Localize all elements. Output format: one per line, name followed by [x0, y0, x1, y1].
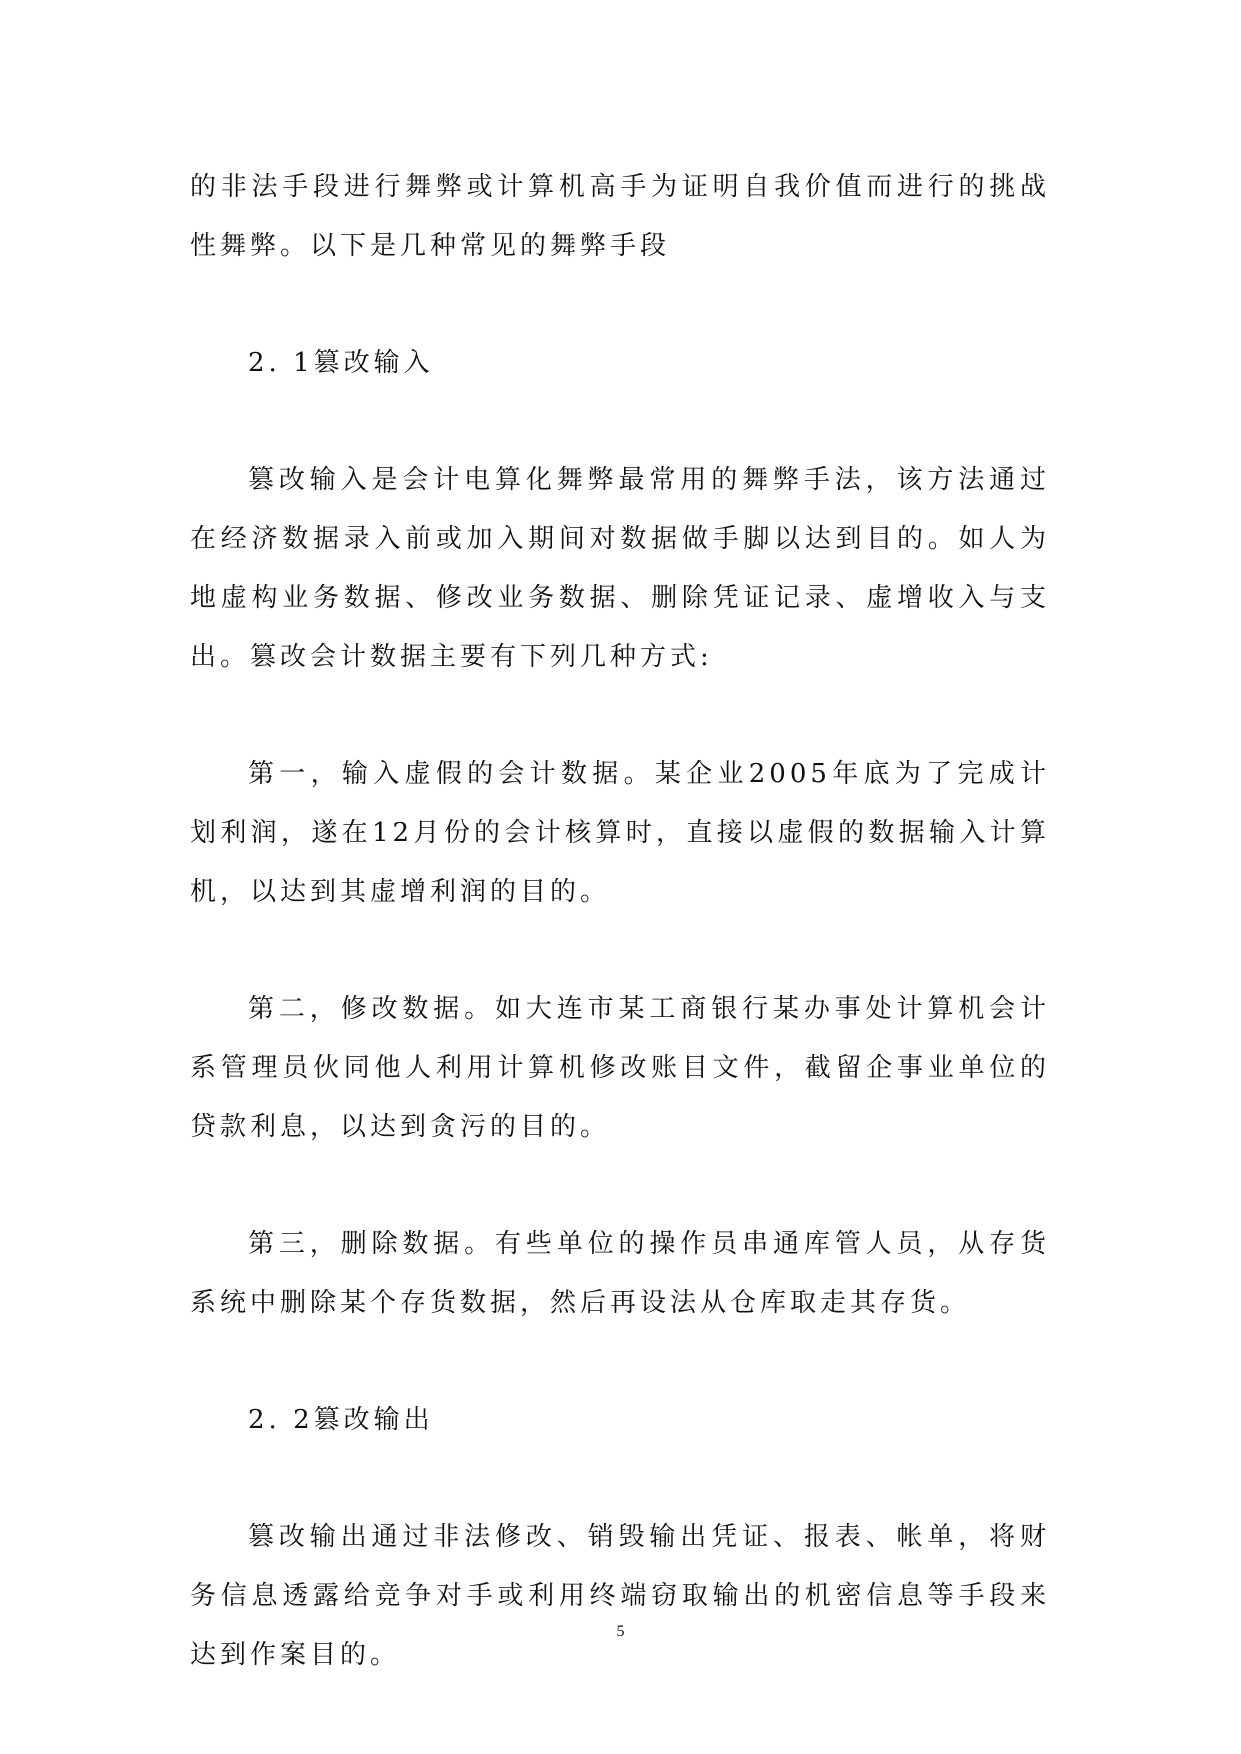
page-number: 5: [616, 1623, 625, 1640]
paragraph-tamper-output: 篡改输出通过非法修改、销毁输出凭证、报表、帐单，将财务信息透露给竞争对手或利用终端窃取输出的机密信息等手段来达到作案目的。: [190, 1522, 1050, 1670]
paragraph-first-method: 第一，输入虚假的会计数据。某企业2005年底为了完成计划利润，遂在12月份的会计核算时，直接以虚假的数据输入计算机，以达到其虚增利润的目的。: [190, 759, 1050, 907]
section-heading-2-1: 2. 1篡改输入: [248, 348, 434, 378]
document-body: [190, 158, 1050, 1685]
paragraph-continuation: 的非法手段进行舞弊或计算机高手为证明自我价值而进行的挑战性舞弊。以下是几种常见的舞弊手段: [190, 172, 1050, 261]
paragraph-third-method: 第三，删除数据。有些单位的操作员串通库管人员，从存货系统中删除某个存货数据，然后再设法从仓库取走其存货。: [190, 1229, 1050, 1318]
paragraph-second-method: 第二，修改数据。如大连市某工商银行某办事处计算机会计系管理员伙同他人利用计算机修改账目文件，截留企事业单位的贷款利息，以达到贪污的目的。: [190, 994, 1050, 1142]
section-heading-2-2: 2. 2篡改输出: [248, 1405, 434, 1435]
paragraph-tamper-input: 篡改输入是会计电算化舞弊最常用的舞弊手法，该方法通过在经济数据录入前或加入期间对数据做手脚以达到目的。如人为地虚构业务数据、修改业务数据、删除凭证记录、虚增收入与支出。篡改会计数据主要有下列几种方式:: [190, 465, 1050, 672]
